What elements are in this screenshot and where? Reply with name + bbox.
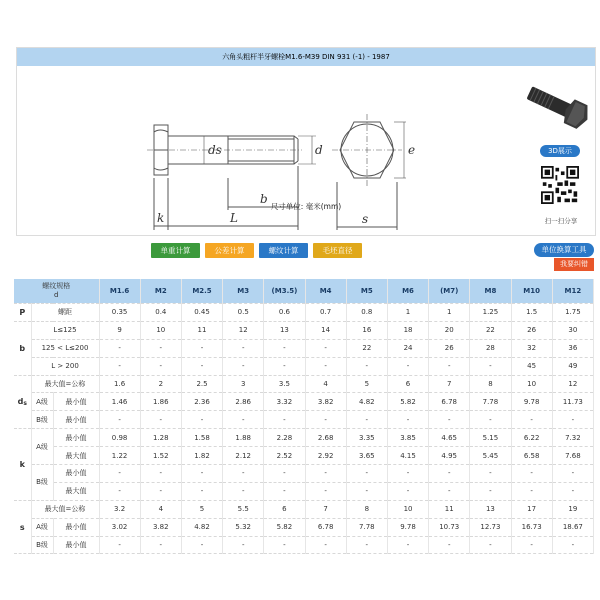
table-cell: 16 xyxy=(346,321,387,339)
table-cell: 45 xyxy=(511,357,552,375)
table-cell: 10 xyxy=(140,321,181,339)
table-cell: 1.58 xyxy=(181,429,222,447)
table-row xyxy=(14,429,594,447)
table-cell: 4.65 xyxy=(429,429,470,447)
table-cell: - xyxy=(429,411,470,429)
table-cell: 19 xyxy=(552,500,593,518)
table-cell: 1.46 xyxy=(99,393,140,411)
table-cell: - xyxy=(387,357,428,375)
col-header: M2 xyxy=(140,279,181,304)
table-cell: 7.78 xyxy=(470,393,511,411)
3d-view-button[interactable]: 3D展示 xyxy=(540,145,580,157)
table-cell: 11 xyxy=(181,321,222,339)
table-cell: 20 xyxy=(429,321,470,339)
l-label: L xyxy=(230,211,238,225)
row-label: L≤125 xyxy=(31,321,99,339)
table-cell: 17 xyxy=(511,500,552,518)
table-cell: 2.36 xyxy=(181,393,222,411)
table-cell: 1 xyxy=(387,304,428,322)
table-cell: 4.95 xyxy=(429,447,470,465)
table-row xyxy=(14,393,594,411)
table-cell: - xyxy=(99,536,140,554)
row-symbol: b xyxy=(14,321,31,375)
table-cell: 7.68 xyxy=(552,447,593,465)
table-row xyxy=(14,465,594,483)
table-cell: - xyxy=(140,339,181,357)
table-cell: - xyxy=(429,465,470,483)
ds-label: ds xyxy=(208,143,222,157)
table-cell: 11.73 xyxy=(552,393,593,411)
s-label: s xyxy=(362,212,369,226)
table-cell: 30 xyxy=(552,321,593,339)
table-cell: 13 xyxy=(264,321,305,339)
qr-share-hint: 扫一扫分享 xyxy=(544,217,578,225)
col-header: M2.5 xyxy=(181,279,222,304)
table-cell: - xyxy=(181,411,222,429)
table-cell: 5.32 xyxy=(223,518,264,536)
table-row xyxy=(14,339,594,357)
table-cell: - xyxy=(346,411,387,429)
table-row xyxy=(14,536,594,554)
table-cell: 0.6 xyxy=(264,304,305,322)
table-cell: - xyxy=(511,482,552,500)
table-cell: 3.5 xyxy=(264,375,305,393)
table-cell: - xyxy=(346,536,387,554)
table-cell: - xyxy=(552,482,593,500)
col-header: M12 xyxy=(552,279,593,304)
table-cell: - xyxy=(264,339,305,357)
table-cell: - xyxy=(470,411,511,429)
col-header: M1.6 xyxy=(99,279,140,304)
row-label: 最大值 xyxy=(53,447,99,465)
table-cell: 2.68 xyxy=(305,429,346,447)
table-cell: 12.73 xyxy=(470,518,511,536)
table-cell: - xyxy=(429,482,470,500)
table-cell: 6.78 xyxy=(305,518,346,536)
table-cell: 4.82 xyxy=(346,393,387,411)
table-cell: 10 xyxy=(511,375,552,393)
table-cell: 1 xyxy=(429,304,470,322)
table-cell: 28 xyxy=(470,339,511,357)
table-cell: - xyxy=(223,339,264,357)
table-cell: 0.98 xyxy=(99,429,140,447)
table-cell: - xyxy=(181,339,222,357)
table-cell: 36 xyxy=(552,339,593,357)
table-cell: - xyxy=(223,536,264,554)
table-cell: - xyxy=(223,465,264,483)
table-cell: - xyxy=(181,357,222,375)
table-cell: 4 xyxy=(140,500,181,518)
row-symbol: s xyxy=(14,500,31,554)
row-grade: B级 xyxy=(31,411,53,429)
table-cell: 2.86 xyxy=(223,393,264,411)
qr-code-icon xyxy=(541,166,579,204)
table-cell: - xyxy=(387,482,428,500)
table-cell: 32 xyxy=(511,339,552,357)
table-cell: 10 xyxy=(387,500,428,518)
table-cell: 12 xyxy=(552,375,593,393)
row-symbol: ds xyxy=(14,375,31,429)
table-cell: 0.5 xyxy=(223,304,264,322)
table-cell: - xyxy=(99,465,140,483)
report-error-button[interactable]: 我要纠错 xyxy=(554,258,594,271)
table-cell: 1.5 xyxy=(511,304,552,322)
table-row xyxy=(14,357,594,375)
table-cell: - xyxy=(99,339,140,357)
table-cell: - xyxy=(429,357,470,375)
table-cell: 3.02 xyxy=(99,518,140,536)
table-cell: 6.78 xyxy=(429,393,470,411)
col-header: M4 xyxy=(305,279,346,304)
table-cell: 3.35 xyxy=(346,429,387,447)
table-cell: 5 xyxy=(346,375,387,393)
table-cell: - xyxy=(552,536,593,554)
table-cell: 2.52 xyxy=(264,447,305,465)
table-cell: 3.32 xyxy=(264,393,305,411)
table-cell: 3 xyxy=(223,375,264,393)
table-row xyxy=(14,482,594,500)
table-cell: - xyxy=(181,536,222,554)
table-cell: - xyxy=(264,357,305,375)
table-cell: - xyxy=(511,536,552,554)
table-row xyxy=(14,321,594,339)
header-label-line2: d xyxy=(54,291,59,299)
table-cell: 2.92 xyxy=(305,447,346,465)
table-cell: - xyxy=(140,536,181,554)
table-cell: - xyxy=(470,357,511,375)
col-header: M5 xyxy=(346,279,387,304)
table-cell: - xyxy=(470,482,511,500)
row-label: 最大值=公称 xyxy=(31,375,99,393)
col-header: (M7) xyxy=(429,279,470,304)
blank-diameter-button[interactable]: 毛坯直径 xyxy=(313,243,362,258)
table-cell: - xyxy=(140,482,181,500)
table-cell: - xyxy=(387,465,428,483)
table-cell: 6 xyxy=(264,500,305,518)
unit-note: 尺寸单位: 毫米(mm) xyxy=(270,202,342,211)
table-cell: 0.4 xyxy=(140,304,181,322)
table-cell: - xyxy=(305,411,346,429)
table-cell: 16.73 xyxy=(511,518,552,536)
table-cell: 5.82 xyxy=(387,393,428,411)
table-cell: 9 xyxy=(99,321,140,339)
row-label: 最小值 xyxy=(53,393,99,411)
table-cell: 1.82 xyxy=(181,447,222,465)
e-label: e xyxy=(408,143,416,157)
table-cell: 1.88 xyxy=(223,429,264,447)
table-cell: 10.73 xyxy=(429,518,470,536)
table-cell: 0.7 xyxy=(305,304,346,322)
table-cell: 2.12 xyxy=(223,447,264,465)
table-cell: 6 xyxy=(387,375,428,393)
table-body xyxy=(14,304,594,554)
row-label: 最大值 xyxy=(53,482,99,500)
table-cell: 2.5 xyxy=(181,375,222,393)
b-label: b xyxy=(260,192,268,206)
table-cell: - xyxy=(346,482,387,500)
table-cell: 4.15 xyxy=(387,447,428,465)
table-cell: 18 xyxy=(387,321,428,339)
table-cell: 14 xyxy=(305,321,346,339)
row-label: 螺距 xyxy=(31,304,99,322)
table-cell: 7 xyxy=(305,500,346,518)
table-cell: 24 xyxy=(387,339,428,357)
table-cell: - xyxy=(470,536,511,554)
table-cell: 22 xyxy=(470,321,511,339)
table-cell: 13 xyxy=(470,500,511,518)
table-cell: 49 xyxy=(552,357,593,375)
row-label: 最小值 xyxy=(53,429,99,447)
table-cell: 3.85 xyxy=(387,429,428,447)
table-cell: 5 xyxy=(181,500,222,518)
table-cell: 12 xyxy=(223,321,264,339)
table-cell: - xyxy=(223,482,264,500)
table-cell: - xyxy=(264,482,305,500)
table-cell: - xyxy=(99,482,140,500)
table-cell: 4 xyxy=(305,375,346,393)
table-cell: - xyxy=(140,411,181,429)
table-cell: - xyxy=(264,465,305,483)
table-cell: 22 xyxy=(346,339,387,357)
tolerance-calc-button[interactable]: 公差计算 xyxy=(205,243,254,258)
table-cell: - xyxy=(264,411,305,429)
table-cell: 1.22 xyxy=(99,447,140,465)
table-cell: 1.86 xyxy=(140,393,181,411)
table-cell: - xyxy=(305,339,346,357)
table-cell: 7.78 xyxy=(346,518,387,536)
row-label: 最小值 xyxy=(53,536,99,554)
table-header-row xyxy=(14,279,594,304)
col-header: (M3.5) xyxy=(264,279,305,304)
table-cell: - xyxy=(181,482,222,500)
table-row xyxy=(14,375,594,393)
header-label-line1: 螺纹规格 xyxy=(42,282,71,290)
row-grade: A级 xyxy=(31,429,53,465)
col-header: M8 xyxy=(470,279,511,304)
table-cell: - xyxy=(99,411,140,429)
table-cell: 5.45 xyxy=(470,447,511,465)
table-cell: - xyxy=(346,465,387,483)
table-cell: 6.58 xyxy=(511,447,552,465)
table-cell: 5.15 xyxy=(470,429,511,447)
row-grade: A级 xyxy=(31,393,53,411)
table-cell: 3.82 xyxy=(140,518,181,536)
table-cell: 0.8 xyxy=(346,304,387,322)
table-cell: 1.75 xyxy=(552,304,593,322)
table-cell: 7 xyxy=(429,375,470,393)
table-cell: 1.28 xyxy=(140,429,181,447)
table-cell: 5.82 xyxy=(264,518,305,536)
row-label: 最大值=公称 xyxy=(31,500,99,518)
col-header: M10 xyxy=(511,279,552,304)
table-cell: - xyxy=(305,357,346,375)
table-cell: - xyxy=(429,536,470,554)
k-label: k xyxy=(157,211,165,225)
table-cell: - xyxy=(305,536,346,554)
table-cell: - xyxy=(305,465,346,483)
weight-calc-button[interactable]: 单重计算 xyxy=(151,243,200,258)
table-cell: 9.78 xyxy=(511,393,552,411)
table-cell: 9.78 xyxy=(387,518,428,536)
bolt-info-card xyxy=(16,47,596,236)
table-cell: 4.82 xyxy=(181,518,222,536)
table-cell: 3.82 xyxy=(305,393,346,411)
row-grade: A级 xyxy=(31,518,53,536)
table-cell: 2 xyxy=(140,375,181,393)
table-cell: 11 xyxy=(429,500,470,518)
d-label: d xyxy=(315,143,323,157)
row-symbol: P xyxy=(14,304,31,322)
row-label: 最小值 xyxy=(53,465,99,483)
table-cell: - xyxy=(305,482,346,500)
table-cell: - xyxy=(223,357,264,375)
table-cell: - xyxy=(346,357,387,375)
table-cell: 7.32 xyxy=(552,429,593,447)
table-cell: 18.67 xyxy=(552,518,593,536)
table-row xyxy=(14,518,594,536)
table-cell: 3.65 xyxy=(346,447,387,465)
table-cell: 0.45 xyxy=(181,304,222,322)
bolt-technical-drawing xyxy=(132,70,442,240)
table-cell: - xyxy=(470,465,511,483)
table-cell: - xyxy=(140,465,181,483)
table-cell: 8 xyxy=(346,500,387,518)
spec-table xyxy=(14,279,594,554)
table-cell: 0.35 xyxy=(99,304,140,322)
table-cell: 1.25 xyxy=(470,304,511,322)
table-cell: - xyxy=(181,465,222,483)
bolt-product-image xyxy=(522,79,594,135)
table-row xyxy=(14,411,594,429)
unit-converter-button[interactable]: 单位换算工具 xyxy=(534,243,594,257)
table-cell: 1.6 xyxy=(99,375,140,393)
table-cell: - xyxy=(223,411,264,429)
table-cell: - xyxy=(387,411,428,429)
col-header: M3 xyxy=(223,279,264,304)
table-cell: - xyxy=(387,536,428,554)
table-row xyxy=(14,500,594,518)
table-cell: 8 xyxy=(470,375,511,393)
table-cell: - xyxy=(511,465,552,483)
table-cell: - xyxy=(552,411,593,429)
row-grade: B级 xyxy=(31,536,53,554)
table-cell: - xyxy=(552,465,593,483)
table-cell: 2.28 xyxy=(264,429,305,447)
table-row xyxy=(14,304,594,322)
table-cell: - xyxy=(264,536,305,554)
row-grade: B级 xyxy=(31,465,53,501)
table-cell: 3.2 xyxy=(99,500,140,518)
row-label: 最小值 xyxy=(53,411,99,429)
table-cell: - xyxy=(99,357,140,375)
table-cell: 6.22 xyxy=(511,429,552,447)
table-cell: 26 xyxy=(429,339,470,357)
table-cell: 1.52 xyxy=(140,447,181,465)
table-cell: - xyxy=(140,357,181,375)
header-thread-spec xyxy=(14,279,99,304)
row-symbol: k xyxy=(14,429,31,501)
col-header: M6 xyxy=(387,279,428,304)
table-cell: 26 xyxy=(511,321,552,339)
row-label: 最小值 xyxy=(53,518,99,536)
row-label: 125 < L≤200 xyxy=(31,339,99,357)
row-label: L > 200 xyxy=(31,357,99,375)
page-title: 六角头粗杆半牙螺栓M1.6-M39 DIN 931 (-1) - 1987 xyxy=(17,48,595,66)
table-cell: 5.5 xyxy=(223,500,264,518)
table-row xyxy=(14,447,594,465)
thread-calc-button[interactable]: 螺纹计算 xyxy=(259,243,308,258)
table-cell: - xyxy=(511,411,552,429)
